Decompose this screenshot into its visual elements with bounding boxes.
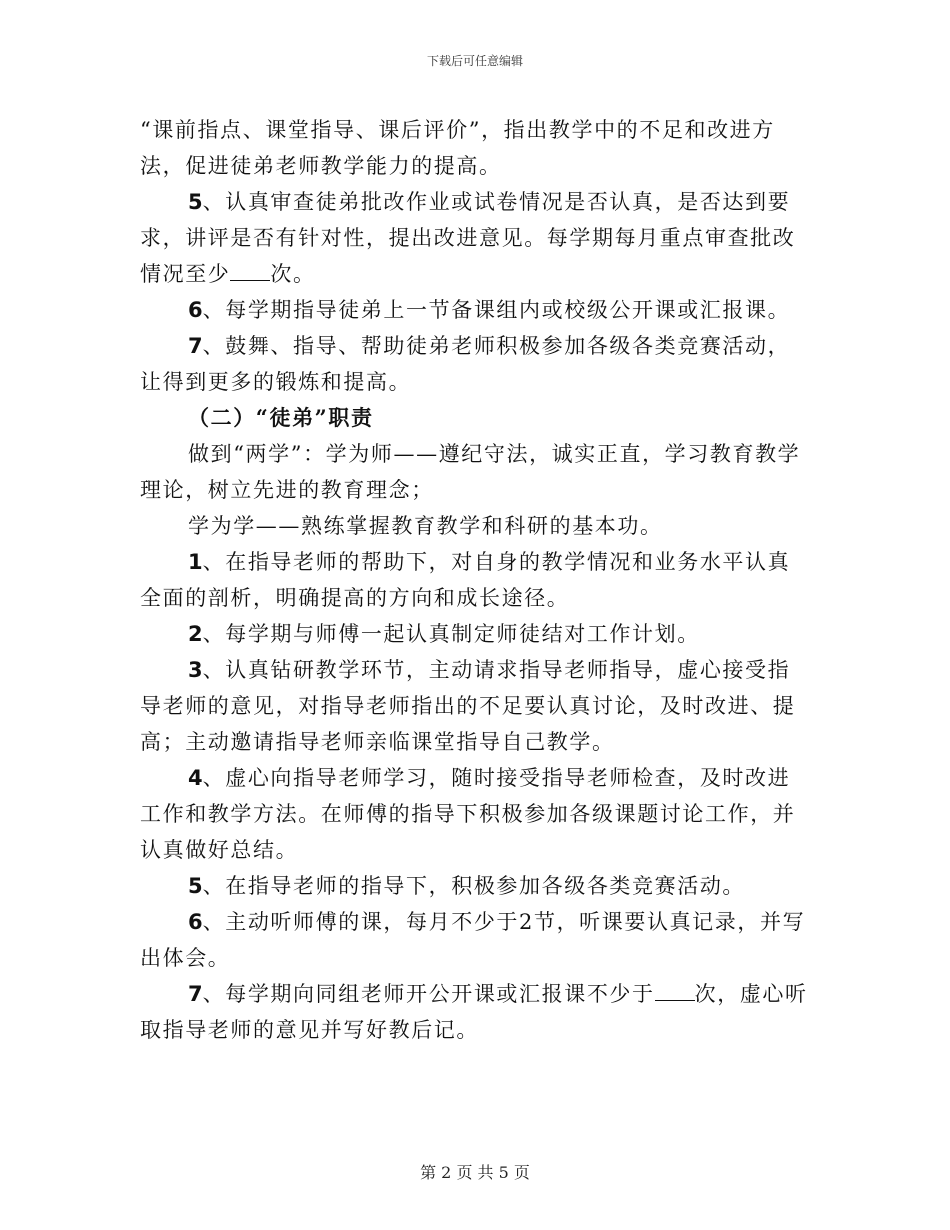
item-number: 5 xyxy=(188,874,203,898)
item-number: 7 xyxy=(188,982,203,1006)
paragraph-text: 、虚心向指导老师学习，随时接受指导老师检查，及时改进工作和教学方法。在师傅的指导下积极参加各级课题讨论工作，并认真做好总结。 xyxy=(140,766,796,862)
item-number: 7 xyxy=(188,334,203,358)
paragraph-continuation xyxy=(140,112,810,184)
paragraph-text: 、每学期指导徒弟上一节备课组内或校级公开课或汇报课。 xyxy=(202,298,791,322)
page-header: 下载后可任意编辑 xyxy=(426,54,523,68)
item-number: 6 xyxy=(188,298,203,322)
fill-in-blank xyxy=(655,978,695,1001)
paragraph-mentor-item-5 xyxy=(140,184,810,292)
paragraph-apprentice-item-1 xyxy=(140,544,810,616)
document-body xyxy=(140,112,810,1048)
section-heading-apprentice-duties: （二）“徒弟”职责 xyxy=(188,405,374,430)
paragraph-apprentice-item-7 xyxy=(140,976,810,1048)
paragraph-learn-for-learning: 学为学——熟练掌握教育教学和科研的基本功。 xyxy=(188,514,663,538)
paragraph-apprentice-item-2 xyxy=(140,616,810,652)
paragraph-text: 、每学期向同组老师开公开课或汇报课不少于 xyxy=(202,982,655,1006)
paragraph-text: 、每学期与师傅一起认真制定师徒结对工作计划。 xyxy=(202,622,700,646)
paragraph-text: 、主动听师傅的课，每月不少于2节，听课要认真记录，并写出体会。 xyxy=(140,910,806,970)
item-number: 6 xyxy=(188,910,203,934)
paragraph-text-after-blank: 次，虚心听取指导老师的意见并写好教后记。 xyxy=(140,982,808,1042)
item-number: 4 xyxy=(188,766,203,790)
page-footer: 第 2 页 共 5 页 xyxy=(420,1163,530,1182)
item-number: 3 xyxy=(188,658,203,682)
fill-in-blank xyxy=(230,258,270,281)
paragraph-text: 、在指导老师的指导下，积极参加各级各类竞赛活动。 xyxy=(202,874,746,898)
item-number: 1 xyxy=(188,550,203,574)
paragraph-apprentice-item-3 xyxy=(140,652,810,760)
item-number: 5 xyxy=(188,190,203,214)
paragraph-mentor-item-6 xyxy=(140,292,810,328)
paragraph-text: 、鼓舞、指导、帮助徒弟老师积极参加各级各类竞赛活动，让得到更多的锻炼和提高。 xyxy=(140,334,791,394)
paragraph-mentor-item-7 xyxy=(140,328,810,400)
paragraph-text: “课前指点、课堂指导、课后评价”，指出教学中的不足和改进方法，促进徒弟老师教学能力的提高。 xyxy=(140,118,775,178)
paragraph-apprentice-item-5 xyxy=(140,868,810,904)
paragraph-text: 、认真审查徒弟批改作业或试卷情况是否认真，是否达到要求，讲评是否有针对性，提出改进意见。每学期每月重点审查批改情况至少 xyxy=(140,190,796,286)
paragraph-text: 、在指导老师的帮助下，对自身的教学情况和业务水平认真全面的剖析，明确提高的方向和成长途径。 xyxy=(140,550,791,610)
paragraph-two-learnings: 做到“两学”：学为师——遵纪守法，诚实正直，学习教育教学理论，树立先进的教育理念； xyxy=(140,442,801,502)
paragraph-apprentice-item-6 xyxy=(140,904,810,976)
paragraph-apprentice-item-4 xyxy=(140,760,810,868)
item-number: 2 xyxy=(188,622,203,646)
paragraph-text: 、认真钻研教学环节，主动请求指导老师指导，虚心接受指导老师的意见，对指导老师指出的不足要认真讨论，及时改进、提高；主动邀请指导老师亲临课堂指导自己教学。 xyxy=(140,658,796,754)
paragraph-text-after-blank: 次。 xyxy=(270,262,316,286)
